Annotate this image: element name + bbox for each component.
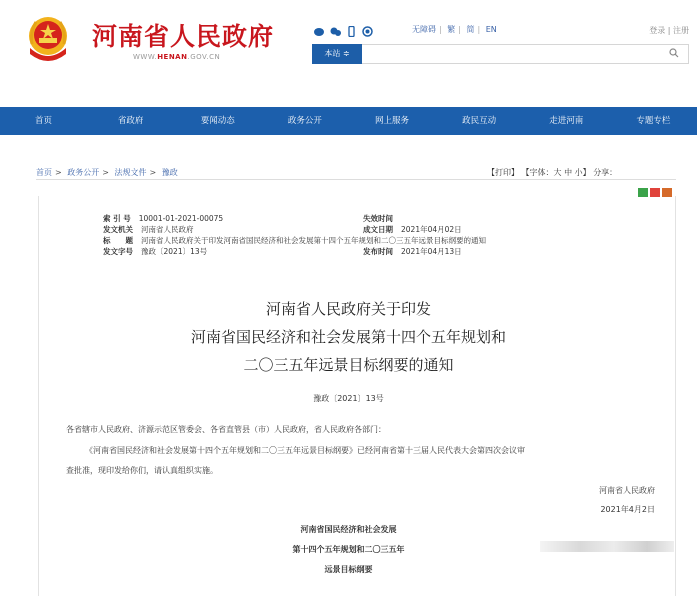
breadcrumb-yuzheng[interactable]: 豫政	[161, 168, 178, 177]
wechat-icon[interactable]	[330, 22, 341, 33]
paragraph-line2: 查批准，现印发给你们，请认真组织实施。	[66, 466, 218, 475]
emblem-logo	[26, 14, 70, 62]
mobile-icon[interactable]	[346, 22, 357, 33]
nav-news[interactable]: 要闻动态	[200, 116, 235, 126]
article-tools	[487, 167, 617, 178]
divider	[36, 179, 676, 180]
main-nav	[0, 107, 697, 135]
doc-number: 豫政〔2021〕13号	[313, 394, 384, 403]
login-links: 登录 | 注册	[649, 26, 689, 35]
breadcrumb: 首页 > 政务公开 > 法规文件 > 豫政	[36, 168, 178, 177]
app-icon[interactable]	[362, 22, 373, 33]
meta-index: 索 引 号 10001-01-2021-00075	[103, 214, 224, 223]
nav-about-henan[interactable]: 走进河南	[549, 116, 584, 126]
font-size-control[interactable]: 【字体：大 中 小】	[521, 168, 591, 177]
search-icon[interactable]	[669, 48, 679, 61]
breadcrumb-open-affairs[interactable]: 政务公开	[67, 168, 100, 177]
nav-home[interactable]: 首页	[35, 116, 53, 126]
traditional-link[interactable]: 繁	[447, 25, 456, 34]
signer: 河南省人民政府	[599, 486, 655, 495]
share-label: 分享：	[593, 168, 618, 177]
share-icons	[638, 182, 672, 191]
login-link[interactable]: 登录	[649, 26, 666, 35]
share-wechat-icon[interactable]	[662, 182, 672, 191]
accessibility-link[interactable]: 无障碍	[412, 25, 436, 34]
nav-government[interactable]: 省政府	[117, 116, 144, 126]
meta-issuer: 发文机关 河南省人民政府	[103, 225, 194, 234]
watermark-overlay	[540, 541, 674, 552]
meta-published: 发布时间 2021年04月13日	[363, 247, 462, 256]
paragraph-line1: 《河南省国民经济和社会发展第十四个五年规划和二〇三五年远景目标纲要》已经河南省第十三届人民代表大会第四次会议审	[85, 446, 525, 455]
meta-title: 标 题 河南省人民政府关于印发河南省国民经济和社会发展第十四个五年规划和二〇三五年远景目标纲要的通知	[103, 236, 486, 245]
annex-title-line3: 远景目标纲要	[324, 565, 373, 574]
register-link[interactable]: 注册	[673, 26, 689, 35]
search-input[interactable]	[362, 44, 689, 64]
site-scope-select[interactable]: 本站 ≑	[312, 44, 362, 64]
nav-online-services[interactable]: 网上服务	[375, 116, 410, 126]
doc-title-line3: 二〇三五年远景目标纲要的通知	[243, 356, 454, 374]
header-icon-group	[314, 22, 373, 33]
weibo-icon[interactable]	[314, 22, 325, 33]
language-links: 无障碍 | 繁 | 简 | EN	[412, 25, 497, 34]
simplified-link[interactable]: 简	[466, 25, 475, 34]
doc-title-line1: 河南省人民政府关于印发	[265, 300, 431, 318]
print-link[interactable]: 【打印】	[487, 168, 519, 177]
breadcrumb-regulations[interactable]: 法规文件	[114, 168, 147, 177]
breadcrumb-home[interactable]: 首页	[36, 168, 52, 177]
meta-docno: 发文字号 豫政〔2021〕13号	[103, 247, 208, 256]
share-weibo-icon[interactable]	[650, 182, 660, 191]
site-title[interactable]: 河南省人民政府	[92, 22, 275, 51]
doc-title-line2: 河南省国民经济和社会发展第十四个五年规划和	[190, 328, 506, 346]
meta-expire: 失效时间	[363, 214, 393, 223]
share-qzone-icon[interactable]	[638, 182, 648, 191]
english-link[interactable]: EN	[485, 25, 497, 34]
sign-date: 2021年4月2日	[600, 505, 655, 514]
annex-title-line1: 河南省国民经济和社会发展	[300, 525, 397, 534]
salutation: 各省辖市人民政府、济源示范区管委会、各省直管县（市）人民政府，省人民政府各部门：	[66, 425, 386, 434]
meta-written-date: 成文日期 2021年04月02日	[363, 225, 462, 234]
nav-open-affairs[interactable]: 政务公开	[287, 116, 322, 126]
annex-title-line2: 第十四个五年规划和二〇三五年	[292, 545, 405, 554]
site-url: WWW.HENAN.GOV.CN	[133, 53, 221, 61]
nav-topics[interactable]: 专题专栏	[636, 116, 671, 126]
nav-interaction[interactable]: 政民互动	[462, 116, 497, 126]
